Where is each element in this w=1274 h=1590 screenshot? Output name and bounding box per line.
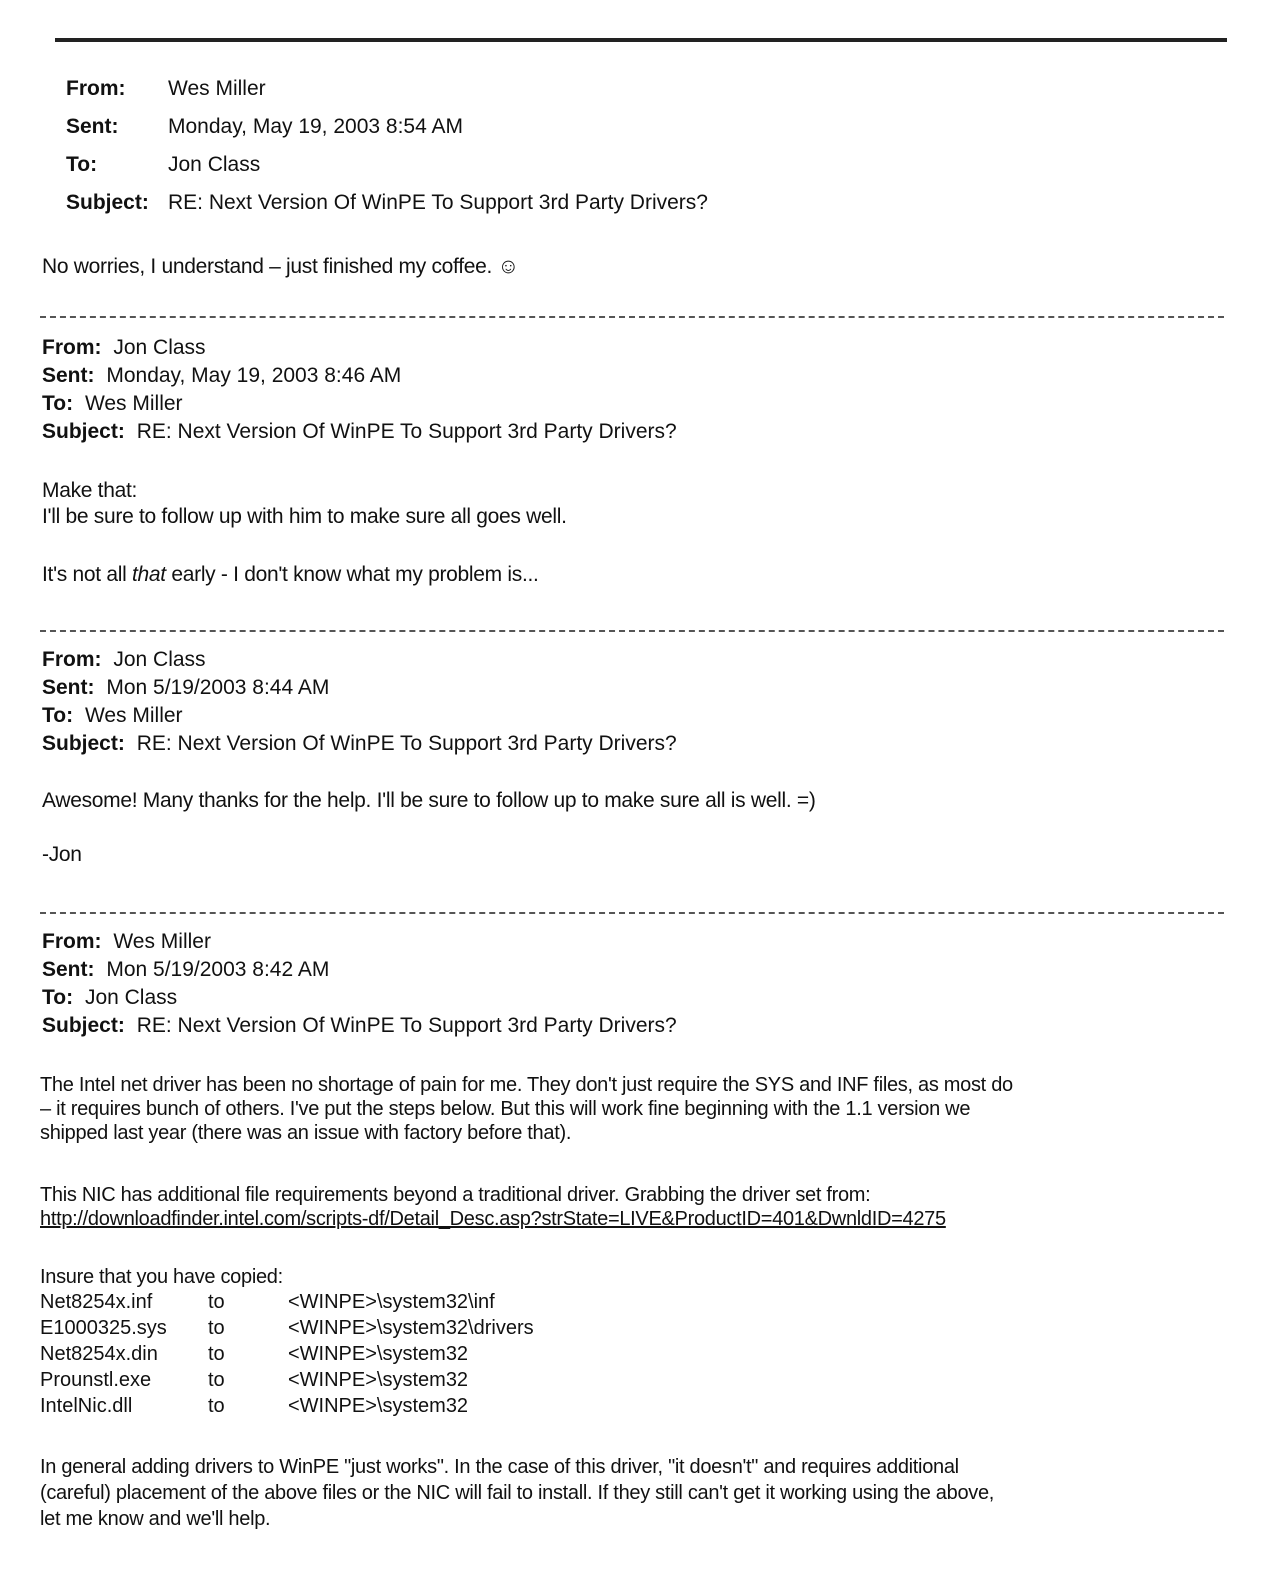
file-dest: <WINPE>\system32\drivers	[288, 1317, 534, 1339]
email4-insure-label: Insure that you have copied:	[40, 1266, 283, 1288]
email1-subject: RE: Next Version Of WinPE To Support 3rd Party Drivers?	[168, 191, 708, 214]
email4-para3-line2: (careful) placement of the above files or the NIC will fail to install. If they still can't get it working using the above,	[40, 1482, 995, 1504]
email3-sent-label: Sent:	[42, 676, 95, 699]
email4-from: Wes Miller	[113, 930, 211, 953]
email3-subject: RE: Next Version Of WinPE To Support 3rd Party Drivers?	[136, 732, 677, 755]
email2-to-row	[42, 392, 183, 416]
email2-to-label: To:	[42, 392, 74, 415]
email4-to-row	[42, 986, 177, 1010]
email2-sent-label: Sent:	[42, 364, 95, 387]
email4-para3-line3: let me know and we'll help.	[40, 1508, 271, 1530]
email2-subject-label: Subject:	[42, 420, 125, 443]
email3-signature: -Jon	[42, 843, 82, 866]
email4-para2-line1: This NIC has additional file requirements beyond a traditional driver. Grabbing the driver set from:	[40, 1184, 871, 1206]
file-dest: <WINPE>\system32\inf	[288, 1291, 495, 1313]
separator-2	[40, 630, 1224, 632]
email1-sent-label: Sent:	[66, 115, 119, 138]
file-name: Net8254x.din	[40, 1343, 158, 1365]
email3-sent: Mon 5/19/2003 8:44 AM	[106, 676, 330, 699]
file-name: Prounstl.exe	[40, 1369, 152, 1391]
file-to: to	[208, 1369, 225, 1391]
email2-sent-row	[42, 364, 401, 388]
intel-download-link[interactable]: http://downloadfinder.intel.com/scripts-df/Detail_Desc.asp?strState=LIVE&ProductID=401&DwnldID=4275	[40, 1208, 946, 1230]
email2-subject-row	[42, 420, 677, 444]
email3-from-row	[42, 648, 206, 672]
email2-from-label: From:	[42, 336, 102, 359]
email1-from: Wes Miller	[168, 77, 266, 100]
email2-subject: RE: Next Version Of WinPE To Support 3rd Party Drivers?	[136, 420, 677, 443]
email1-from-label: From:	[66, 77, 126, 100]
email4-from-label: From:	[42, 930, 102, 953]
email4-sent: Mon 5/19/2003 8:42 AM	[106, 958, 330, 981]
email2-from-row	[42, 336, 206, 360]
file-to: to	[208, 1343, 225, 1365]
email2-body-line1: Make that:	[42, 479, 138, 502]
email2-from: Jon Class	[113, 336, 206, 359]
file-to: to	[208, 1291, 225, 1313]
file-name: IntelNic.dll	[40, 1395, 133, 1417]
email4-from-row	[42, 930, 211, 954]
file-to: to	[208, 1317, 225, 1339]
email1-to: Jon Class	[168, 153, 261, 176]
separator-1	[40, 316, 1224, 318]
separator-3	[40, 912, 1224, 914]
email4-para1-line3: shipped last year (there was an issue with factory before that).	[40, 1122, 572, 1144]
file-to: to	[208, 1395, 225, 1417]
email3-subject-label: Subject:	[42, 732, 125, 755]
email4-subject-label: Subject:	[42, 1014, 125, 1037]
email2-to: Wes Miller	[84, 392, 183, 415]
email4-para1-line1: The Intel net driver has been no shortage of pain for me. They don't just require the SYS and INF files, as most do	[40, 1074, 1013, 1096]
email4-para1-line2: – it requires bunch of others. I've put the steps below. But this will work fine beginning with the 1.1 version we	[40, 1098, 971, 1120]
email4-to-label: To:	[42, 986, 74, 1009]
file-dest: <WINPE>\system32	[288, 1343, 469, 1365]
email1-subject-label: Subject:	[66, 191, 149, 214]
email3-sent-row	[42, 676, 329, 700]
email2-body-line2: I'll be sure to follow up with him to make sure all goes well.	[42, 505, 567, 528]
email3-to: Wes Miller	[84, 704, 183, 727]
email3-subject-row	[42, 732, 677, 756]
file-name: Net8254x.inf	[40, 1291, 153, 1313]
email2-body-line3-b: early - I don't know what my problem is...	[165, 563, 539, 586]
file-dest: <WINPE>\system32	[288, 1369, 469, 1391]
email3-from-label: From:	[42, 648, 102, 671]
file-dest: <WINPE>\system32	[288, 1395, 469, 1417]
top-separator	[55, 38, 1227, 42]
email1-body: No worries, I understand – just finished my coffee. ☺	[42, 255, 519, 278]
email1-sent: Monday, May 19, 2003 8:54 AM	[168, 115, 463, 138]
email4-sent-row	[42, 958, 329, 982]
email4-to: Jon Class	[84, 986, 178, 1009]
email4-para3-line1: In general adding drivers to WinPE "just works". In the case of this driver, "it doesn't" and requires additional	[40, 1456, 959, 1478]
email4-sent-label: Sent:	[42, 958, 95, 981]
email2-body-line3-em: that	[132, 563, 166, 586]
email2-body-line3	[42, 562, 539, 588]
email2-body-line3-a: It's not all	[42, 563, 132, 586]
email3-from: Jon Class	[113, 648, 206, 671]
file-name: E1000325.sys	[40, 1317, 167, 1339]
email3-to-row	[42, 704, 183, 728]
email4-subject-row	[42, 1014, 677, 1038]
email1-to-label: To:	[66, 153, 98, 176]
email3-to-label: To:	[42, 704, 74, 727]
email4-subject: RE: Next Version Of WinPE To Support 3rd Party Drivers?	[136, 1014, 677, 1037]
email2-sent: Monday, May 19, 2003 8:46 AM	[106, 364, 402, 387]
email3-body-line1: Awesome! Many thanks for the help. I'll be sure to follow up to make sure all is well. =)	[42, 789, 816, 812]
